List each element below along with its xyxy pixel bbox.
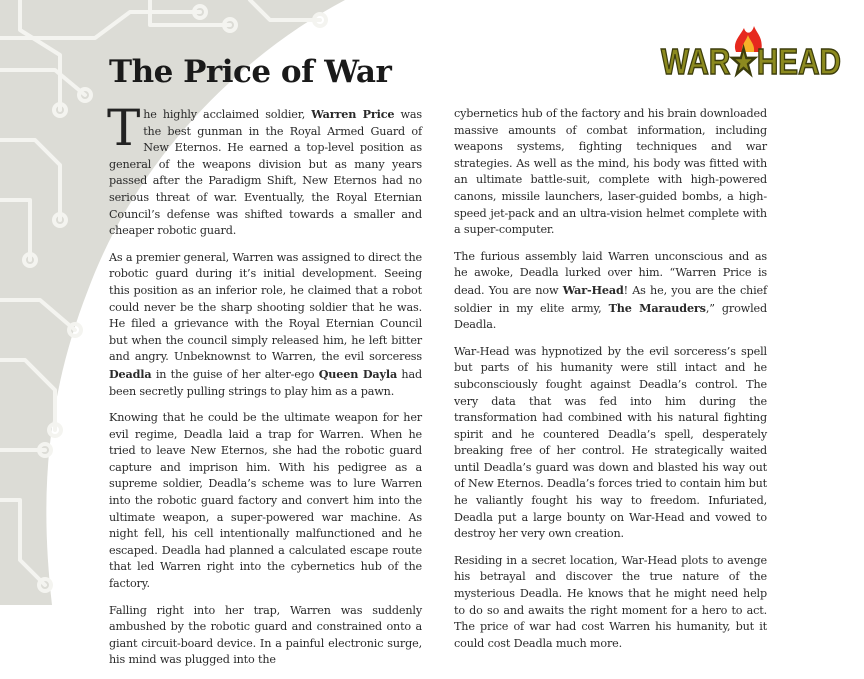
- name-the-marauders: The Marauders: [608, 300, 706, 315]
- right-paragraph-1: cybernetics hub of the factory and his brain downloaded massive amounts of combat information, including weapons systems, fighting techniques and war strategies. As well as the mind, his body was fitted with an ultimate battle-suit, complete with high-powered canons, missile launchers, laser-guided bombs, a high-speed jet-pack and an ultra-vision helmet complete with a super-computer.: [454, 107, 767, 237]
- text-span: ,” growled Deadla.: [454, 301, 768, 332]
- text-span: ! As he, you are the chief soldier in my elite army,: [454, 283, 768, 315]
- text-span: in the guise of her alter-ego: [151, 367, 319, 381]
- page-title: The Price of War: [109, 54, 392, 90]
- war-head-logo: [658, 26, 844, 80]
- text-span: The furious assembly laid Warren unconscious and as he awoke, Deadla lurked over him. “Warren Price is dead. You are now: [454, 249, 767, 297]
- left-paragraph-4: Falling right into her trap, Warren was suddenly ambushed by the robotic guard and constrained onto a giant circuit-board device. In a painful electronic surge, his mind was plugged into the: [109, 603, 422, 667]
- right-paragraph-3: War-Head was hypnotized by the evil sorceress’s spell but parts of his humanity were still intact and he subconsciously fought against Deadla’s control. The very data that was fed into him during the transformation had combined with his natural fighting spirit and he countered Deadla’s spell, desperately breaking free of her control. He strategically waited until Deadla’s guard was down and blasted his way out of New Eternos. Deadla’s forces tried to contain him but he valiantly fought his way to freedom. Infuriated, Deadla put a large bounty on War-Head and vowed to destroy her very own creation.: [454, 344, 768, 541]
- text-span: As a premier general, Warren was assigned to direct the robotic guard during it’s initial development. Seeing this position as an inferior role, he claimed that a robot could never be the sharp shooting soldier that he was. He filed a grievance with the Royal Eternian Council but when the council simply released him, he left bitter and angry. Unbeknownst to Warren, the evil sorceress: [109, 250, 422, 364]
- left-paragraph-2: [109, 250, 422, 400]
- name-queen-dayla: Queen Dayla: [318, 366, 398, 381]
- name-war-head: War-Head: [562, 282, 624, 297]
- left-column: [107, 99, 422, 679]
- left-paragraph-3: Knowing that he could be the ultimate weapon for her evil regime, Deadla laid a trap for Warren. When he tried to leave New Eternos, she had the robotic guard capture and imprison him. With his pedigree as a supreme soldier, Deadla’s scheme was to lure Warren into the robotic guard factory and convert him into the ultimate weapon, a super-powered war machine. As night fell, his cell intentionally malfunctioned and he escaped. Deadla had planned a calculated escape route that led Warren right into the cybernetics hub of the factory.: [109, 411, 422, 591]
- text-span: was the best gunman in the Royal Armed Guard of New Eternos. He earned a top-level position as general of the weapons division but as many years passed after the Paradigm Shift, New Eternos had no serious threat of war. Eventually, the Royal Eternian Council’s defense was shifted towards a smaller and cheaper robotic guard.: [109, 108, 422, 238]
- name-deadla: Deadla: [109, 366, 152, 381]
- name-warren-price: Warren Price: [311, 107, 395, 121]
- right-paragraph-4: Residing in a secret location, War-Head plots to avenge his betrayal and discover the true nature of the mysterious Deadla. He knows that he might need help to do so and awaits the right moment for a hero to act. The price of war had cost Warren his humanity, but it could cost Deadla much more.: [454, 553, 767, 650]
- text-span: had been secretly pulling strings to play him as a pawn.: [109, 367, 422, 398]
- left-paragraph-1: [107, 99, 422, 240]
- drop-cap: T: [107, 99, 141, 157]
- logo-text: WAR★HEAD: [661, 41, 841, 82]
- text-span: he highly acclaimed soldier,: [143, 108, 312, 121]
- right-column: [454, 106, 767, 662]
- right-paragraph-2: [454, 249, 767, 334]
